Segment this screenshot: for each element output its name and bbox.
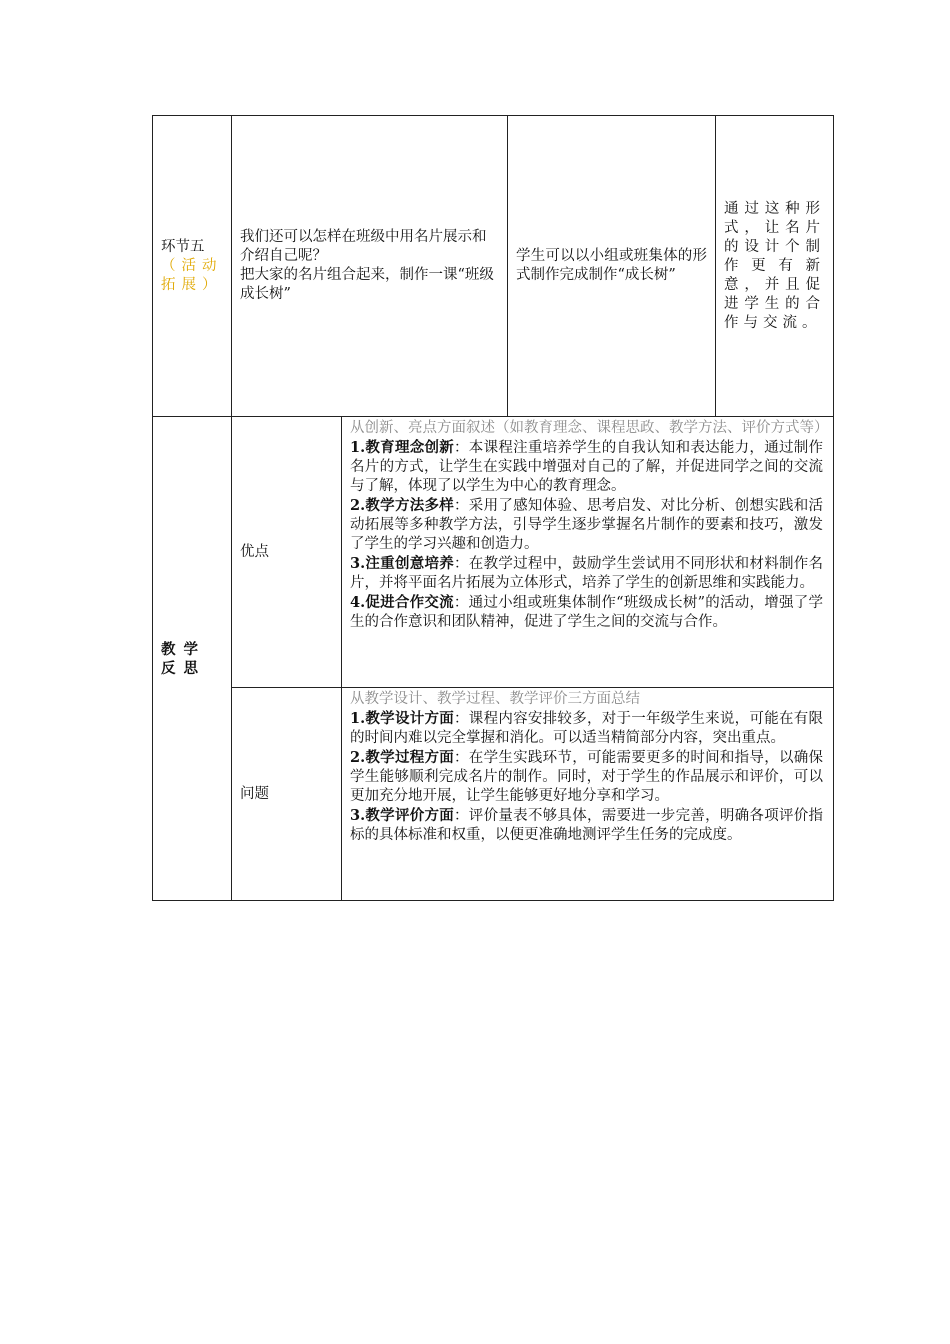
- problem-item-1: [350, 709, 823, 748]
- problem-item-text: ：在学生实践环节，可能需要更多的时间和指导，以确保学生能够顺利完成名片的制作。同时，对于学生的作品展示和评价，可以更加充分地开展，让学生能够更好地分享和学习。: [350, 750, 824, 804]
- advantage-item-title: 2.教学方法多样: [350, 497, 455, 514]
- advantages-content-cell: [342, 417, 834, 688]
- advantages-label-cell: [232, 417, 342, 688]
- advantage-item-title: 1.教育理念创新: [350, 439, 455, 456]
- advantage-item-2: [350, 496, 823, 554]
- problem-item-title: 2.教学过程方面: [350, 749, 455, 766]
- problems-hint: 从教学设计、教学过程、教学评价三方面总结: [350, 691, 640, 707]
- advantage-item-3: [350, 554, 823, 593]
- advantage-item-text: ：采用了感知体验、思考启发、对比分析、创想实践和活动拓展等多种教学方法，引导学生逐步掌握名片制作的要素和技巧，激发了学生的学习兴趣和创造力。: [350, 498, 824, 552]
- stage-five-label-cell: [153, 116, 232, 417]
- student-activity-cell: [508, 116, 716, 417]
- advantage-item-text: ：在教学过程中，鼓励学生尝试用不同形状和材料制作名片，并将平面名片拓展为立体形式，培养了学生的创新思维和实践能力。: [350, 556, 824, 591]
- stage-five-label: 环节五: [161, 238, 205, 255]
- stage-five-row: [153, 116, 834, 417]
- reflection-advantages-row: [153, 417, 834, 688]
- reflection-label: 教学反思: [161, 640, 206, 677]
- problem-item-text: ：课程内容安排较多，对于一年级学生来说，可能在有限的时间内难以完全掌握和消化。可以适当精简部分内容，突出重点。: [350, 711, 824, 746]
- stage-five-sub-label: （活动拓展）: [161, 257, 223, 293]
- teacher-activity-cell: [232, 116, 508, 417]
- problem-item-title: 1.教学设计方面: [350, 710, 455, 727]
- student-activity-text: 学生可以以小组或班集体的形式制作完成制作“成长树”: [516, 248, 707, 283]
- problems-label-cell: [232, 688, 342, 901]
- problem-item-2: [350, 748, 823, 806]
- advantages-label: 优点: [240, 543, 269, 560]
- advantage-item-1: [350, 438, 823, 496]
- teacher-activity-line-1: 我们还可以怎样在班级中用名片展示和介绍自己呢？: [240, 229, 487, 264]
- problem-item-text: ：评价量表不够具体，需要进一步完善，明确各项评价指标的具体标准和权重，以便更准确地测评学生任务的完成度。: [350, 808, 824, 843]
- lesson-plan-table: [152, 115, 834, 901]
- advantage-item-text: ：本课程注重培养学生的自我认知和表达能力，通过制作名片的方式，让学生在实践中增强对自己的了解，并促进同学之间的交流与了解，体现了以学生为中心的教育理念。: [350, 440, 824, 494]
- design-intent-cell: [716, 116, 834, 417]
- problem-item-title: 3.教学评价方面: [350, 807, 455, 824]
- teacher-activity-line-2: 把大家的名片组合起来，制作一课“班级成长树”: [240, 267, 494, 302]
- advantage-item-text: ：通过小组或班集体制作“班级成长树”的活动，增强了学生的合作意识和团队精神，促进了学生之间的交流与合作。: [350, 595, 824, 630]
- reflection-label-cell: [153, 417, 232, 901]
- problem-item-3: [350, 806, 823, 845]
- problems-content-cell: [342, 688, 834, 901]
- advantage-item-title: 4.促进合作交流: [350, 594, 454, 611]
- design-intent-text: 通过这种形式，让名片的设计个制作更有新意，并且促进学生的合作与交流。: [724, 200, 825, 331]
- reflection-problems-row: [153, 688, 834, 901]
- advantage-item-4: [350, 593, 823, 632]
- advantage-item-title: 3.注重创意培养: [350, 555, 455, 572]
- problems-label: 问题: [240, 785, 269, 802]
- advantages-hint: 从创新、亮点方面叙述（如教育理念、课程思政、教学方法、评价方式等）: [350, 420, 829, 436]
